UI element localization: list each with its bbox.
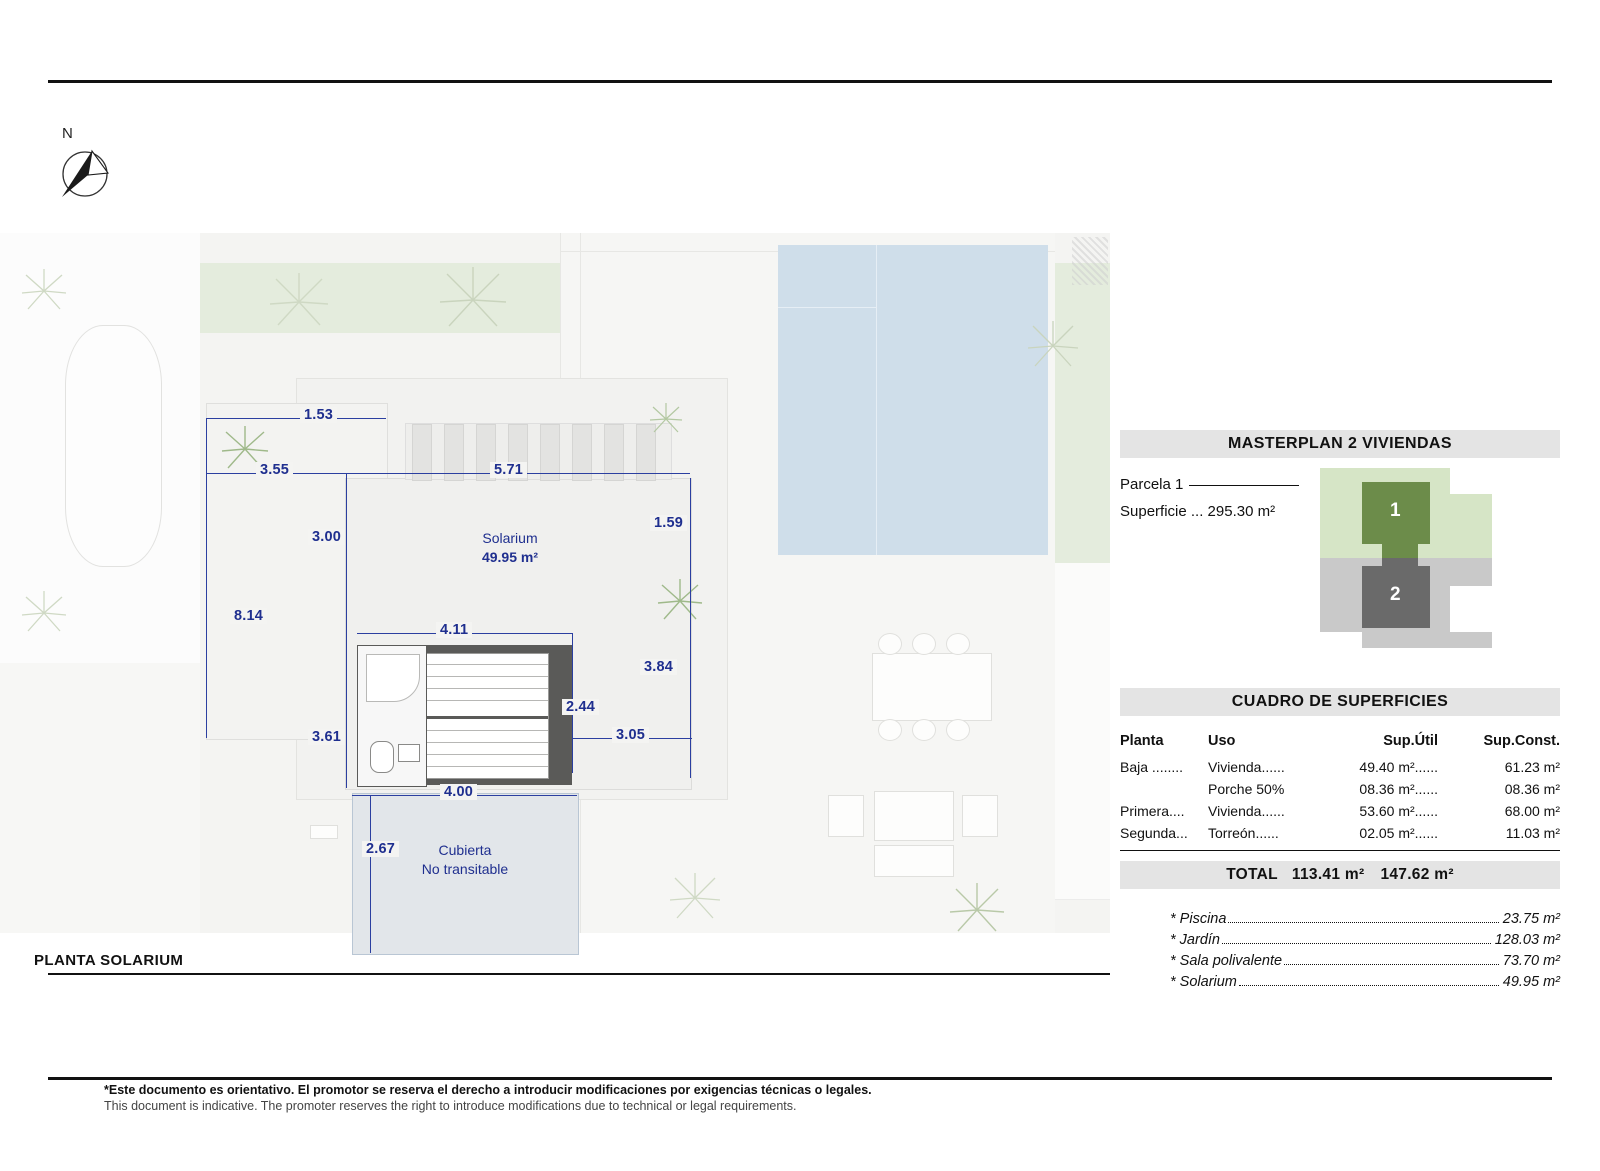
- palm-icon: [14, 583, 74, 643]
- cell-uso: Torreón......: [1208, 825, 1279, 841]
- parcela-label: Parcela 1: [1120, 476, 1184, 493]
- swimming-pool: [778, 245, 1048, 555]
- stair-hatch: [1072, 237, 1108, 285]
- plan-title: PLANTA SOLARIUM: [34, 952, 184, 969]
- palm-icon: [430, 257, 516, 343]
- chair: [946, 633, 970, 655]
- pergola: [405, 423, 672, 480]
- cell-util: 08.36 m²......: [1359, 781, 1438, 797]
- palm-icon: [1020, 313, 1086, 379]
- surfaces-table: [1120, 730, 1560, 844]
- dim-4-11: 4.11: [436, 622, 472, 638]
- total-const: 147.62 m²: [1380, 866, 1454, 883]
- chair: [912, 719, 936, 741]
- plan-rule: [48, 973, 1110, 975]
- dim-4-00: 4.00: [440, 784, 477, 800]
- parcela-superficie: Superficie ... 295.30 m²: [1120, 503, 1276, 520]
- cell-planta: Segunda...: [1120, 825, 1188, 841]
- dining-table: [872, 653, 992, 721]
- cubierta-line1: Cubierta: [438, 842, 492, 858]
- staircase: [425, 653, 549, 779]
- shrub-icon: [645, 398, 687, 440]
- extra-label: * Piscina: [1170, 911, 1227, 927]
- key-number-1: 1: [1390, 500, 1401, 521]
- cell-const: 68.00 m²: [1504, 803, 1560, 819]
- extra-value: 49.95 m²: [1502, 974, 1560, 990]
- shower-icon: [366, 654, 420, 702]
- dim-3-00: 3.00: [308, 529, 345, 545]
- armchair: [962, 795, 998, 837]
- cell-util: 49.40 m²......: [1359, 759, 1438, 775]
- cubierta-label: [380, 841, 550, 879]
- total-label: TOTAL: [1226, 866, 1278, 883]
- th-uso: Uso: [1208, 733, 1236, 749]
- chair: [912, 633, 936, 655]
- solarium-name: Solarium: [482, 530, 538, 546]
- extra-value: 23.75 m²: [1502, 911, 1560, 927]
- cell-const: 08.36 m²: [1504, 781, 1560, 797]
- table-separator: [1120, 850, 1560, 851]
- north-arrow: [52, 125, 122, 205]
- surfaces-header: [1120, 688, 1560, 716]
- table-row: [1120, 756, 1560, 778]
- th-const: Sup.Const.: [1483, 733, 1560, 749]
- table-row: [1120, 822, 1560, 844]
- shrub-icon: [650, 571, 710, 631]
- extra-item: [1170, 911, 1560, 927]
- dim-3-55: 3.55: [256, 462, 293, 478]
- th-util: Sup.Útil: [1383, 733, 1438, 749]
- cell-util: 53.60 m²......: [1359, 803, 1438, 819]
- bottom-rule: [48, 1077, 1552, 1080]
- extra-value: 128.03 m²: [1494, 932, 1560, 948]
- dim-1-59: 1.59: [650, 515, 687, 531]
- cell-const: 11.03 m²: [1505, 825, 1560, 841]
- cell-planta: Baja ........: [1120, 759, 1184, 775]
- dim-3-05: 3.05: [612, 727, 649, 743]
- paving-strip: [1055, 563, 1110, 893]
- key-number-2: 2: [1390, 584, 1401, 605]
- masterplan-title: MASTERPLAN 2 VIVIENDAS: [1228, 435, 1452, 452]
- solarium-area: 49.95 m²: [481, 548, 539, 565]
- solarium-label: [420, 529, 600, 567]
- extra-value: 73.70 m²: [1502, 953, 1560, 969]
- roof-hatch: [310, 825, 338, 839]
- extra-item: [1170, 953, 1560, 969]
- extras-list: [1120, 911, 1560, 990]
- palm-icon: [940, 873, 1014, 947]
- extra-item: [1170, 932, 1560, 948]
- key-map: [1320, 468, 1492, 648]
- wc-icon: [370, 741, 394, 773]
- extra-label: * Solarium: [1170, 974, 1237, 990]
- cell-uso: Vivienda......: [1208, 803, 1285, 819]
- dim-2-44: 2.44: [562, 699, 599, 715]
- table-header-row: [1120, 730, 1560, 756]
- armchair: [828, 795, 864, 837]
- dim-5-71: 5.71: [490, 462, 527, 478]
- cell-const: 61.23 m²: [1504, 759, 1560, 775]
- basin-icon: [398, 744, 420, 762]
- bathroom: [357, 645, 427, 787]
- total-row: [1120, 861, 1560, 889]
- extra-label: * Jardín: [1170, 932, 1220, 948]
- th-planta: Planta: [1120, 733, 1164, 749]
- dim-8-14: 8.14: [230, 608, 267, 624]
- extra-item: [1170, 974, 1560, 990]
- car-outline: [65, 325, 162, 567]
- street-area: [0, 663, 200, 933]
- table-row: [1120, 800, 1560, 822]
- parcela-underline: [1189, 485, 1299, 486]
- chair: [878, 633, 902, 655]
- palm-icon: [660, 863, 730, 933]
- chair: [878, 719, 902, 741]
- total-util: 113.41 m²: [1291, 866, 1365, 883]
- table-row: [1120, 778, 1560, 800]
- cell-planta: Primera....: [1120, 803, 1185, 819]
- north-label: N: [62, 125, 73, 142]
- cell-planta: [1120, 778, 1208, 800]
- chair: [946, 719, 970, 741]
- dim-3-61: 3.61: [308, 729, 345, 745]
- extra-label: * Sala polivalente: [1170, 953, 1283, 969]
- masterplan-header: [1120, 430, 1560, 458]
- palm-icon: [260, 263, 338, 341]
- info-panel: [1120, 430, 1560, 995]
- dim-3-84: 3.84: [640, 659, 677, 675]
- palm-icon: [14, 261, 74, 321]
- cell-util: 02.05 m²......: [1359, 825, 1438, 841]
- footer-disclaimer: [104, 1083, 872, 1113]
- compass-icon: [52, 143, 122, 205]
- top-rule: [48, 80, 1552, 83]
- cell-uso: Porche 50%: [1208, 781, 1285, 797]
- disclaimer-es: *Este documento es orientativo. El promotor se reserva el derecho a introducir modificaciones por exigencias técnicas o legales.: [104, 1083, 872, 1097]
- cell-uso: Vivienda......: [1208, 759, 1285, 775]
- sofa: [874, 791, 954, 841]
- surfaces-title: CUADRO DE SUPERFICIES: [1231, 693, 1449, 710]
- dim-1-53: 1.53: [300, 407, 337, 423]
- plan-drawing: [0, 233, 1110, 933]
- cubierta-line2: No transitable: [421, 860, 509, 877]
- dim-2-67: 2.67: [362, 841, 399, 857]
- masterplan-body: [1120, 476, 1560, 666]
- disclaimer-en: This document is indicative. The promoter reserves the right to introduce modifications due to technical or legal requirements.: [104, 1099, 797, 1113]
